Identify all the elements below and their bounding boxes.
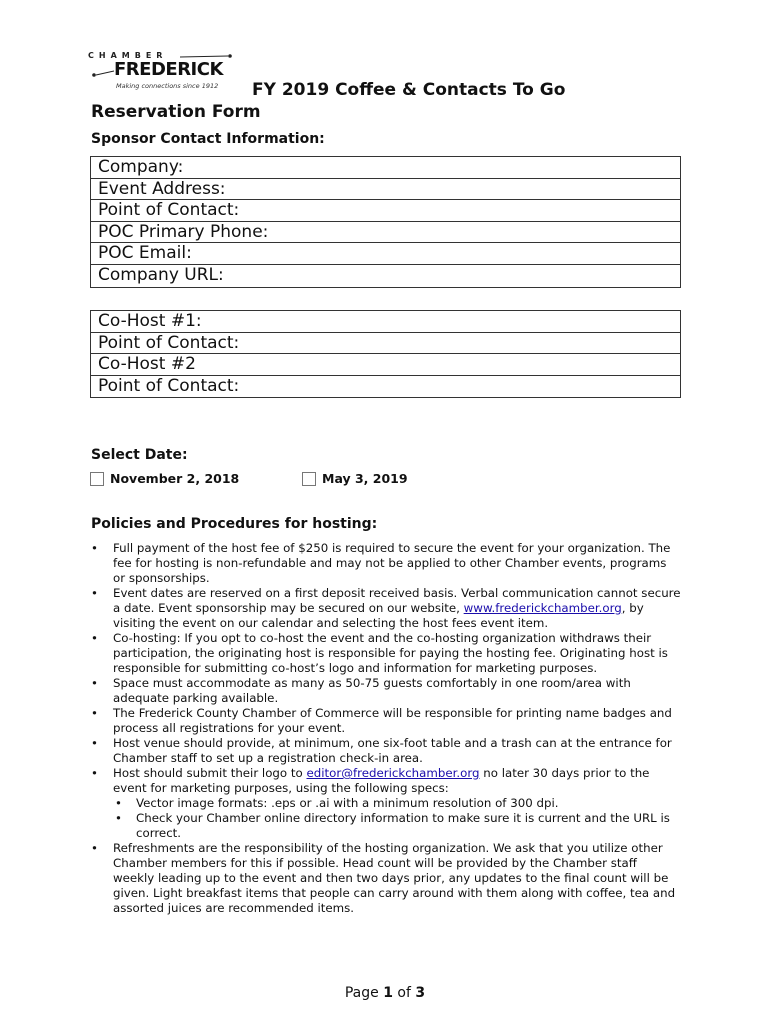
policy-text: Refreshments are the responsibility of the hosting organization. We ask that you utilize other Chamber members for this if possible. Head count will be provided by the Chamber staff weekly leading up to the event and then two days prior, any updates to the final count will be given. Light breakfast items that people can carry around with them along with coffee, tea and assorted juices are recommended items.: [113, 841, 676, 915]
checkbox-may[interactable]: [302, 472, 316, 486]
logo-tagline: Making connections since 1912: [116, 82, 219, 90]
logo-specs-list: [113, 796, 681, 841]
bullet-icon: •: [115, 811, 122, 825]
list-item: [91, 811, 681, 841]
list-item: [91, 676, 681, 706]
page-title: FY 2019 Coffee & Contacts To Go: [252, 80, 566, 100]
policies-heading: Policies and Procedures for hosting:: [91, 516, 378, 532]
policy-text: Event dates are reserved on a first deposit received basis. Verbal communication cannot secure a date. Event sponsorship may be secured on our website,: [113, 586, 681, 615]
policy-text: Co-hosting: If you opt to co-host the event and the co-hosting organization withdraws their participation, the originating host is responsible for paying the hosting fee. Originating host is responsible for submitting co-host’s logo and information for marketing purposes.: [113, 631, 668, 675]
policy-text: Host venue should provide, at minimum, one six-foot table and a trash can at the entrance for Chamber staff to set up a registration check-in area.: [113, 736, 672, 765]
policy-text: no later 30 days prior to the event for marketing purposes, using the following specs:: [113, 766, 650, 795]
date-option-may[interactable]: [302, 471, 408, 486]
policy-text: Space must accommodate as many as 50-75 guests comfortably in one room/area with adequate parking available.: [113, 676, 631, 705]
chamber-logo: [88, 51, 253, 95]
cohost1-field[interactable]: Co-Host #1:: [91, 311, 680, 333]
bullet-icon: •: [91, 586, 98, 600]
cohost2-contact-field[interactable]: Point of Contact:: [98, 375, 240, 396]
list-item: [91, 841, 681, 916]
bullet-icon: •: [91, 541, 98, 555]
bullet-icon: •: [91, 841, 98, 855]
date-option-may-label: May 3, 2019: [322, 471, 408, 486]
list-item: [91, 541, 681, 586]
footer-total-pages: 3: [415, 985, 426, 1001]
company-url-field[interactable]: Company URL:: [98, 264, 224, 285]
sponsor-contact-table: [90, 156, 681, 288]
list-item: [91, 796, 681, 811]
cohost-table: [90, 310, 681, 398]
select-date-heading: Select Date:: [91, 447, 188, 463]
list-item: [91, 586, 681, 631]
policy-text: Full payment of the host fee of $250 is required to secure the event for your organization. The fee for hosting is non-refundable and may not be applied to other Chamber events, programs or sponsorships.: [113, 541, 671, 585]
policy-text: Check your Chamber online directory information to make sure it is current and the URL is correct.: [136, 811, 670, 840]
bullet-icon: •: [91, 631, 98, 645]
company-field[interactable]: Company:: [91, 157, 680, 179]
poc-phone-field[interactable]: POC Primary Phone:: [91, 222, 680, 244]
bullet-icon: •: [115, 796, 122, 810]
footer-current-page: 1: [383, 985, 393, 1001]
policy-text: , by visiting the event on our calendar and selecting the host fees event item.: [113, 601, 644, 630]
logo-chamber-text: CHAMBER: [88, 51, 168, 60]
page-subtitle: Reservation Form: [91, 102, 261, 122]
checkbox-nov[interactable]: [90, 472, 104, 486]
date-option-nov[interactable]: [90, 471, 239, 486]
point-of-contact-field[interactable]: Point of Contact:: [91, 200, 680, 222]
cohost2-field[interactable]: Co-Host #2: [91, 354, 680, 376]
policy-text: The Frederick County Chamber of Commerce will be responsible for printing name badges and process all registrations for your event.: [113, 706, 672, 735]
sponsor-heading: Sponsor Contact Information:: [91, 131, 325, 147]
list-item: [91, 631, 681, 676]
policies-list: [91, 541, 681, 916]
cohost1-contact-field[interactable]: Point of Contact:: [91, 333, 680, 355]
list-item: [91, 766, 681, 841]
footer-page-word: Page: [344, 985, 379, 1001]
email-link[interactable]: editor@frederickchamber.org: [306, 766, 480, 780]
policy-text: Vector image formats: .eps or .ai with a minimum resolution of 300 dpi.: [136, 796, 559, 810]
bullet-icon: •: [91, 736, 98, 750]
bullet-icon: •: [91, 706, 98, 720]
website-link[interactable]: www.frederickchamber.org: [463, 601, 622, 615]
date-option-nov-label: November 2, 2018: [110, 471, 240, 486]
logo-frederick-text: FREDERICK: [114, 59, 223, 80]
page-footer: [0, 985, 770, 1001]
footer-of-word: of: [397, 985, 411, 1001]
bullet-icon: •: [91, 766, 98, 780]
policy-text: Host should submit their logo to: [113, 766, 307, 780]
poc-email-field[interactable]: POC Email:: [91, 243, 680, 265]
bullet-icon: •: [91, 676, 98, 690]
event-address-field[interactable]: Event Address:: [91, 179, 680, 201]
list-item: [91, 736, 681, 766]
list-item: [91, 706, 681, 736]
